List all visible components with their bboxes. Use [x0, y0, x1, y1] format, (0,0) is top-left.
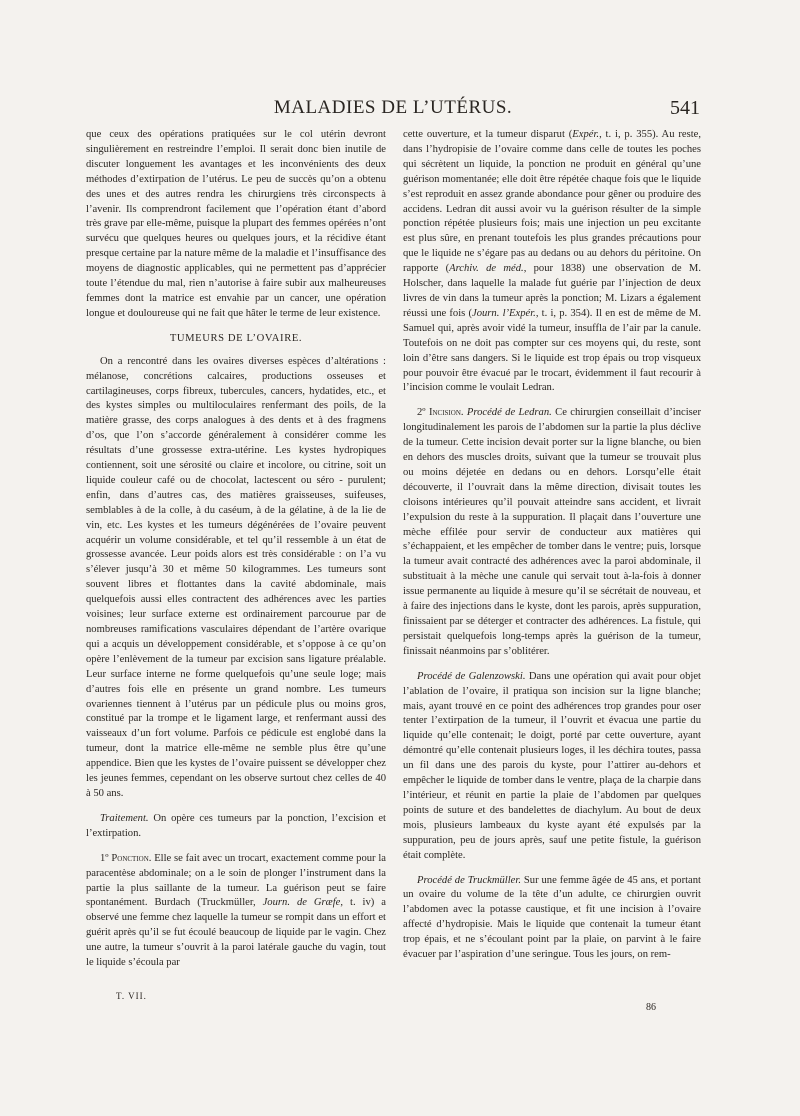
sheet-number: 86 [646, 1002, 656, 1013]
truckmuller-lead: Procédé de Truckmüller. [417, 874, 521, 886]
paragraph-galenzowski [403, 670, 701, 864]
paragraph-intro: que ceux des opérations pratiquées sur le col utérin devront singulièrement en restreindre l’emploi. Il serait donc bien inutile de discuter longuement les avantages et les inconvénients des deux méthodes d’extirpation de l’utérus. Le peu de succès qu’on a obtenu des unes et des autres rendra les chirurgiens très circonspects à l’avenir. Ils comprendront facilement que l’opération étant d’abord très grave par elle-même, puisque la plupart des femmes opérées n’ont survécu que quelques heures ou quelques jours, et la récidive étant presque certaine par la nature même de la maladie et l’insuffisance des moyens de diagnostic applicables, qui ne permettent pas d’apprécier toute l’étendue du mal, rien n’autorise à faire subir aux malheureuses femmes dont la matrice est envahie par un cancer, une opération longue et douloureuse qui ne fait que hâter le terme de leur existence. [86, 129, 386, 319]
paragraph-ovary-alterations: On a rencontré dans les ovaires diverses espèces d’altérations : mélanose, concrétions calcaires, productions osseuses et cartilagineuses, corps fibreux, tubercules, cancers, hydatides, etc., et des kystes simples ou multiloculaires renfermant des poils, de la matière grasse, des corps analogues à des dents et à des fragmens d’os, que l’on s’accorde généralement à considérer comme les résultats d’une grossesse extra-utérine. Les kystes hydropiques contiennent, soit une sérosité ou claire et incolore, ou citrine, soit un liquide couleur café ou de chocolat, lactescent ou séro - purulent; enfin, dans d’autres cas, des matières graisseuses, suifeuses, semblables à de la colle, à du caséum, à de la gélatine, à de la lie de vin, etc. Les kystes et les tumeurs dégénérées de l’ovaire peuvent acquérir un volume considérable, et tel qu’il ressemble à un état de grossesse avancée. Leur poids alors est très considérable : on l’a vu s’élever jusqu’à 30 et même 50 kilogrammes. Les tumeurs sont souvent libres et flottantes dans la cavité abdominale, mais quelquefois aussi elles contractent des adhérences avec les parties voisines; leur surface externe est ordinairement parcourue par de nombreuses ramifications vasculaires dépendant de l’artère ovarique qui a acquis un développement considérable, et s’oppose à ce qu’on opère l’enlèvement de la tumeur par excision sans ligature préalable. Leur surface interne ne forme quelquefois qu’une seule loge; mais d’autres fois elle en présente un grand nombre. Les tumeurs ovariennes tiennent à l’utérus par un pédicule plus ou moins gros, constitué par la trompe et le ligament large, et renfermant aussi des vaisseaux d’un fort volume. Parfois ce pédicule est englobé dans la tumeur, dont la matrice elle-même ne semble plus être qu’une appendice. Bien que les kystes de l’ovaire puissent se développer chez les jeunes femmes, cependant on les observe surtout chez celles de 40 à 50 ans. [86, 355, 386, 799]
truckmuller-text: Sur une femme âgée de 45 ans, et portant un ovaire du volume de la tête d’un adulte, ce chirurgien ouvrit l’abdomen avec la potasse caustique, et fit une incision à l’ovaire affecté d’hydropisie. Mais le liquide que contenait la tumeur étant trop épais, et ne s’écoulant point par la plaie, on parvint à le faire évacuer par l’aspiration d’une seringue. Tous les jours, on rem- [403, 874, 701, 961]
galenzowski-lead: Procédé de Galenzowski. [417, 670, 526, 682]
continuation-text-b: , t. i, p. 355). Au reste, dans l’hydropisie de l’ovaire comme dans celle de toutes les poches qui sécrètent un liquide, la ponction ne produit en général qu’une guérison momentanée; elle doit être répétée chaque fois que le liquide s’est reproduit en assez grande abondance pour gêner ou produire des accidens. Ledran dit aussi avoir vu la guérison résulter de la simple ponction répétée plusieurs fois; mais une injection un peu excitante est plus sûre, en prenant toutefois les plus grandes précautions pour que le liquide ne s’égare pas au dedans ou au dehors du péritoine. On rapporte ( [403, 129, 702, 275]
paragraph-incision [403, 406, 701, 659]
incision-lead: Incision. [428, 407, 464, 419]
running-title: MALADIES DE L’UTÉRUS. [273, 97, 513, 118]
incision-procedure: Procédé de Ledran. [463, 407, 552, 419]
citation-archives: Archiv. de méd. [449, 263, 524, 275]
citation-experience: Expér. [572, 129, 600, 140]
right-column [403, 128, 701, 973]
paragraph-treatment [86, 812, 386, 842]
ponction-lead: Ponction. [111, 852, 152, 864]
ponction-citation: Journ. de Græfe [262, 897, 341, 909]
left-column [86, 128, 386, 981]
page-number: 541 [670, 97, 700, 119]
continuation-text-c: , pour 1838) une observation de M. Holscher, dans laquelle la malade fut guérie par l’injection de deux livres de vin dans la tumeur après la ponction; M. Lizars a également réussi une fois ( [403, 263, 701, 319]
continuation-text-a: cette ouverture, et la tumeur disparut ( [403, 129, 573, 140]
paragraph-continuation [403, 128, 701, 396]
ponction-text-a: Elle se fait avec un trocart, exactement comme pour la paracentèse abdominale; on a le soin de plonger l’instrument dans la partie la plus saillante de la tumeur. La guérison peut se faire spontanément. Burdach (Truckmüller, [86, 852, 387, 909]
citation-journal: Journ. l’Expér. [472, 307, 536, 319]
continuation-text-d: , t. i, p. 354). Il en est de même de M. Samuel qui, après avoir vidé la tumeur, insuffla de l’air par la canule. Toutefois on ne doit pas compter sur ces moyens qui, du reste, sont loin d’être sans dangers. Si le liquide est trop épais ou trop visqueux pour pouvoir être évacué par le trocart, évidemment il faut recourir à l’incision comme le voulait Ledran. [403, 307, 701, 394]
galenzowski-text: Dans une opération qui avait pour objet l’ablation de l’ovaire, il pratiqua son incision sur la ligne blanche; mais, ayant trouvé en ce point des adhérences trop grandes pour oser tenter l’extirpation de la tumeur, il l’ouvrit et évacua une partie du liquide qu’elle contenait; le doigt, porté par cette ouverture, ayant démontré qu’elle contenait plusieurs loges, il les déchira toutes, passa un fil dans une des parois du kyste, pour l’attirer au-dehors et empêcher le liquide de tomber dans le ventre, plaça de la charpie dans l’intérieur, et réunit en partie la plaie de l’abdomen par quelques points de suture et des bandelettes de diachylum. Au bout de deux mois, plusieurs lambeaux du kyste ayant été expulsés par la suppuration, peu de jours après, sauf une petite fistule, la guérison était complète. [403, 670, 701, 861]
ponction-number: 1º [100, 852, 112, 864]
incision-text: Ce chirurgien conseillait d’inciser longitudinalement les parois de l’abdomen sur la partie la plus déclive de la tumeur. Cette incision devait porter sur la ligne blanche, ou bien en dehors des muscles droits, suivant que la tumeur se trouvait plus ou moins déjetée en dedans ou en dehors. Lorsqu’elle était découverte, il l’ouvrait dans la même direction, divisait toutes les cloisons intérieures qu’il pouvait atteindre sans accident, et livrait l’expulsion du reste à la suppuration. Il plaçait dans l’ouverture une mèche effilée pour servir de conducteur aux matières qui s’échappaient, et les empêcher de tomber dans le ventre; puis, lorsque la tumeur avait contracté des adhérences avec la paroi abdominale, il substituait à la mèche une canule qui servait tout à-la-fois à donner issue permanente au liquide à mesure qu’il se sécrétait de nouveau, et à faire des injections dans le kyste, dont les parois, après suppuration, finissaient par se déterger et contracter des adhérences. La fistule, qui persistait quelquefois long-temps après la guérison de la tumeur, finissait néanmoins par s’oblitérer. [403, 407, 701, 657]
paragraph-ponction [86, 852, 386, 971]
incision-number: 2º [417, 407, 429, 419]
page-header [86, 97, 700, 119]
section-heading: TUMEURS DE L’OVAIRE. [169, 332, 303, 344]
volume-signature: T. VII. [116, 991, 147, 1001]
treatment-text: On opère ces tumeurs par la ponction, l’excision et l’extirpation. [86, 812, 386, 839]
ponction-text-b: , t. iv) a observé une femme chez laquelle la tumeur se rompit dans un effort et guérit après qu’il se fut écoulé beaucoup de liquide par le vagin. Chez une autre, la tumeur s’ouvrit à la paroi latérale gauche du vagin, tout le liquide s’écoula par [86, 897, 386, 969]
paragraph-truckmuller [403, 874, 701, 963]
treatment-lead: Traitement. [100, 812, 149, 824]
